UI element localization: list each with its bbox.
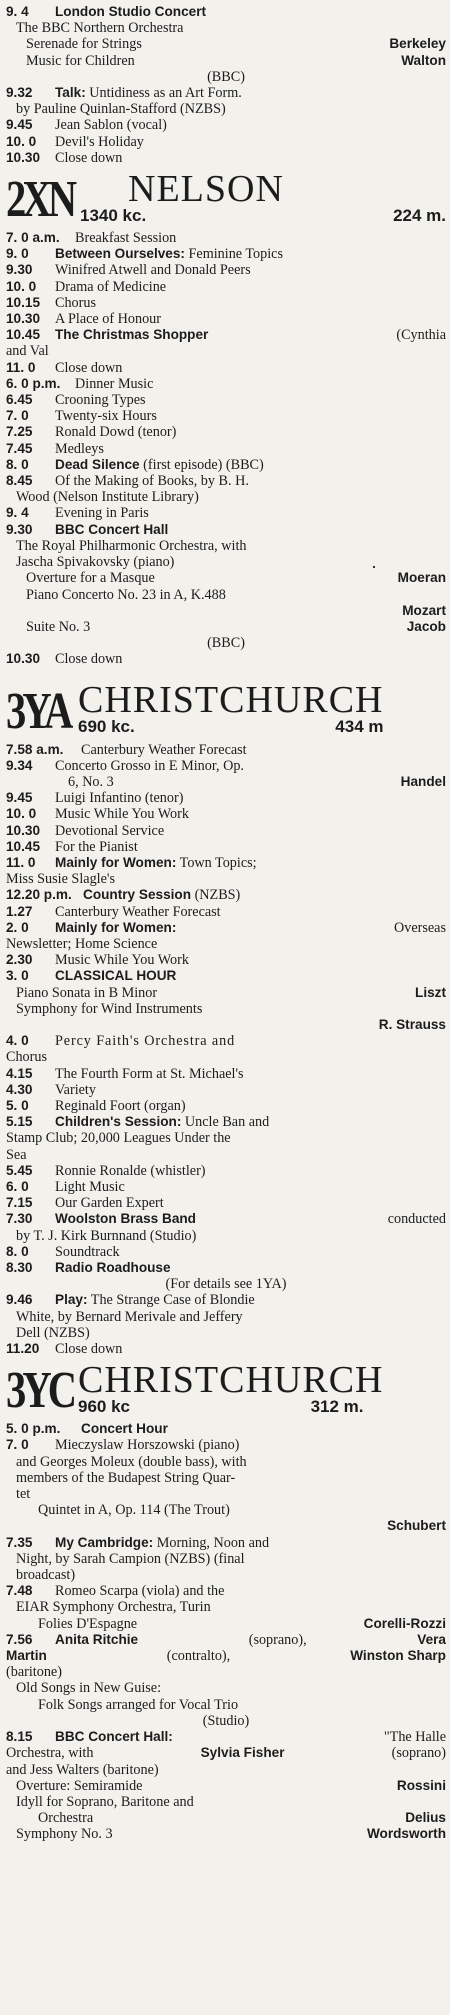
programme-text: A Place of Honour [55, 311, 161, 328]
time: 12.20 p.m. [6, 887, 72, 903]
programme-item [6, 1033, 446, 1049]
programme-title: Concert Hour [81, 1421, 168, 1437]
programme-text: Feminine Topics [188, 246, 284, 263]
programme-detail: Night, by Sarah Campion (NZBS) (final [16, 1550, 245, 1567]
programme-text: "The Halle [383, 1729, 446, 1746]
time: 7. 0 [6, 1437, 29, 1453]
programme-item [6, 1082, 446, 1098]
programme-item [6, 952, 446, 968]
programme-text: Drama of Medicine [55, 278, 167, 295]
programme-detail: and Georges Moleux (double bass), with [16, 1453, 247, 1470]
composer: Moeran [397, 570, 446, 586]
programme-text: Mieczyslaw Horszowski (piano) [55, 1437, 240, 1454]
time: 9.30 [6, 262, 33, 278]
programme-text: Canterbury Weather Forecast [55, 903, 221, 920]
programme-item [6, 1244, 446, 1260]
programme-text: (Cynthia [396, 327, 446, 344]
programme-item [6, 85, 446, 101]
programme-detail: Newsletter; Home Science [6, 935, 158, 952]
programme-detail [6, 1745, 446, 1761]
programme-text: Our Garden Expert [55, 1195, 164, 1212]
programme-item [6, 230, 446, 246]
programme-item [6, 376, 446, 392]
time: 10.30 [6, 651, 41, 667]
time: 3. 0 [6, 968, 29, 984]
time: 11. 0 [6, 854, 36, 870]
programme-text: (soprano), [248, 1631, 307, 1648]
work-title: 6, No. 3 [68, 773, 114, 790]
programme-item [6, 150, 446, 166]
time: 4. 0 [6, 1033, 29, 1049]
programme-text: Light Music [55, 1179, 125, 1195]
programme-title: Between Ourselves: [55, 246, 185, 262]
programme-item [6, 1583, 446, 1599]
time: 10. 0 [6, 133, 37, 149]
programme-item [6, 1114, 446, 1130]
composer: Berkeley [389, 36, 446, 52]
programme-text: Reginald Foort (organ) [55, 1097, 186, 1114]
programme-title: BBC Concert Hall [55, 521, 169, 537]
programme-detail: (For details see 1YA) [165, 1276, 287, 1293]
programme-title: London Studio Concert [55, 4, 207, 19]
time: 5. 0 p.m. [6, 1421, 61, 1437]
station-wavelength: 224 m. [393, 205, 446, 225]
programme-text: Concerto Grosso in E Minor, Op. [55, 757, 244, 774]
station-frequency: 960 kc [78, 1397, 130, 1417]
programme-text: Variety [55, 1081, 96, 1098]
programme-text: (NZBS) [194, 887, 241, 904]
station-section-3ya [6, 679, 446, 1358]
programme-text: Untidiness as an Art Form. [89, 85, 242, 102]
time: 7.35 [6, 1534, 33, 1550]
programme-text: Evening in Paris [55, 505, 149, 522]
composer: Jacob [406, 618, 446, 634]
programme-item [6, 1163, 446, 1179]
station-header [6, 167, 446, 229]
programme-detail: and Val [6, 343, 49, 360]
programme-item [6, 904, 446, 920]
programme-item [6, 920, 446, 936]
work-title: Symphony for Wind Instruments [16, 1000, 203, 1017]
programme-detail: broadcast) [16, 1567, 76, 1584]
time: 8.30 [6, 1260, 33, 1276]
time: 5. 0 [6, 1097, 29, 1113]
station-callsign: 3YA [6, 682, 70, 740]
time: 6. 0 p.m. [6, 375, 61, 391]
programme-detail: The BBC Northern Orchestra [16, 20, 184, 37]
time: 9. 4 [6, 505, 29, 521]
programme-text: Chorus [55, 294, 96, 311]
time: 4.15 [6, 1065, 33, 1081]
composer: Handel [400, 773, 446, 789]
work-title: Folies D'Espagne [38, 1615, 138, 1632]
programme-item [6, 327, 446, 343]
programme-work [6, 619, 446, 635]
time: 1.27 [6, 903, 33, 919]
programme-text: Crooning Types [55, 392, 146, 409]
programme-item [6, 134, 446, 150]
composer: R. Strauss [378, 1016, 446, 1032]
programme-item [6, 1437, 446, 1453]
station-city: CHRISTCHURCH [78, 679, 384, 722]
time: 6. 0 [6, 1179, 29, 1194]
programme-item [6, 262, 446, 278]
time: 7.56 [6, 1631, 33, 1647]
programme-detail: Old Songs in New Guise: [16, 1680, 162, 1697]
station-city: NELSON [128, 167, 284, 210]
station-frequency: 1340 kc. [80, 205, 147, 225]
programme-work [6, 1826, 446, 1842]
programme-text: The Strange Case of Blondie [90, 1292, 255, 1309]
programme-item [6, 968, 446, 984]
time: 11.20 [6, 1341, 40, 1357]
composer: Rossini [396, 1777, 446, 1793]
programme-text: Close down [55, 149, 123, 166]
programme-work [6, 36, 446, 52]
time: 7.58 a.m. [6, 741, 64, 757]
programme-item [6, 806, 446, 822]
time: 10.30 [6, 311, 41, 327]
programme-text: Morning, Noon and [156, 1534, 270, 1551]
programme-detail: White, by Bernard Merivale and Jeffery [16, 1308, 243, 1325]
programme-text: Of the Making of Books, by B. H. [55, 473, 249, 490]
station-frequency: 690 kc. [78, 717, 135, 737]
programme-text: Town Topics; [179, 854, 257, 871]
composer: Schubert [387, 1518, 446, 1534]
programme-text: Luigi Infantino (tenor) [55, 790, 184, 807]
work-title: Quintet in A, Op. 114 (The Trout) [38, 1502, 230, 1519]
time: 10.30 [6, 149, 41, 165]
programme-item [6, 790, 446, 806]
work-title: Orchestra [38, 1810, 94, 1827]
programme-text: Music While You Work [55, 806, 189, 823]
programme-text: The Fourth Form at St. Michael's [55, 1065, 244, 1082]
time: 9.34 [6, 757, 33, 773]
time: 10.45 [6, 327, 41, 343]
work-title: Overture for a Masque [26, 570, 155, 587]
programme-detail: and Jess Walters (baritone) [6, 1761, 159, 1778]
programme-item [6, 522, 446, 538]
programme-item [6, 1098, 446, 1114]
time: 10.30 [6, 822, 41, 838]
performer-name: Martin [6, 1648, 47, 1664]
programme-item [6, 823, 446, 839]
programme-detail: Wood (Nelson Institute Library) [16, 489, 199, 506]
time: 8.45 [6, 473, 33, 489]
composer: Delius [405, 1810, 446, 1826]
programme-item [6, 311, 446, 327]
programme-text: Uncle Ban and [184, 1114, 270, 1131]
programme-item [6, 246, 446, 262]
station-header [6, 679, 446, 740]
programme-work [6, 1616, 446, 1632]
programme-work [6, 985, 446, 1001]
programme-item [6, 1632, 446, 1648]
programme-detail: tet [16, 1486, 31, 1503]
programme-text: Close down [55, 651, 123, 668]
programme-item [6, 887, 446, 903]
programme-detail: members of the Budapest String Quar- [16, 1469, 236, 1486]
programme-item [6, 505, 446, 521]
programme-text: Winifred Atwell and Donald Peers [55, 262, 251, 279]
programme-detail: Chorus [6, 1049, 47, 1066]
composer: Mozart [402, 602, 446, 618]
programme-title: Mainly for Women: [55, 854, 177, 870]
station-header [6, 1359, 446, 1420]
programme-item [6, 1195, 446, 1211]
programme-title: Radio Roadhouse [55, 1260, 171, 1276]
time: 7.30 [6, 1211, 33, 1227]
programme-item [6, 424, 446, 440]
work-title: Piano Sonata in B Minor [16, 984, 158, 1001]
time: 7.25 [6, 424, 33, 440]
programme-work [6, 1810, 446, 1826]
programme-text: Romeo Scarpa (viola) and the [55, 1583, 225, 1600]
programme-detail: (baritone) [6, 1664, 62, 1681]
programme-text: Close down [55, 1341, 123, 1358]
performer-name: Anita Ritchie [55, 1631, 139, 1647]
programme-title: Country Session [83, 887, 192, 903]
time: 10. 0 [6, 806, 37, 822]
programme-text: Twenty-six Hours [55, 408, 157, 425]
programme-work [6, 570, 446, 586]
programme-item [6, 1211, 446, 1227]
programme-item [6, 117, 446, 133]
time: 9.30 [6, 521, 33, 537]
programme-item [6, 758, 446, 774]
work-title: Suite No. 3 [26, 618, 91, 635]
programme-detail: Stamp Club; 20,000 Leagues Under the [6, 1130, 231, 1147]
time: 9.45 [6, 790, 33, 806]
programme-work [6, 53, 446, 69]
programme-item [6, 360, 446, 376]
programme-title: Dead Silence [55, 456, 140, 472]
programme-item [6, 1421, 446, 1437]
programme-title: CLASSICAL HOUR [55, 968, 177, 984]
time: 7.15 [6, 1195, 33, 1211]
composer: Corelli-Rozzi [363, 1615, 446, 1631]
programme-title: Talk: [55, 85, 86, 101]
programme-item [6, 1292, 446, 1308]
programme-item [6, 4, 446, 20]
time: 9. 4 [6, 4, 29, 19]
work-title: Serenade for Strings [26, 36, 142, 53]
time: 9.32 [6, 85, 33, 101]
programme-text: Overseas [394, 919, 446, 936]
programme-item [6, 1729, 446, 1745]
programme-title: BBC Concert Hall: [55, 1729, 173, 1745]
time: 9.46 [6, 1292, 33, 1308]
programme-title: My Cambridge: [55, 1534, 154, 1550]
programme-detail: Dell (NZBS) [16, 1324, 90, 1341]
programme-text: Dinner Music [75, 375, 154, 392]
time: 8.15 [6, 1729, 33, 1745]
programme-item [6, 457, 446, 473]
programme-text: Orchestra, with [6, 1745, 94, 1762]
source-credit: (BBC) [207, 68, 245, 85]
programme-item [6, 408, 446, 424]
time: 11. 0 [6, 359, 36, 375]
time: 10. 0 [6, 278, 37, 294]
programme-title: Play: [55, 1292, 88, 1308]
time: 5.15 [6, 1114, 33, 1130]
programme-text: Devotional Service [55, 822, 165, 839]
station-wavelength: 312 m. [310, 1397, 364, 1417]
programme-title: Children's Session: [55, 1114, 182, 1130]
composer: Wordsworth [366, 1826, 446, 1842]
station-section-2xn [6, 167, 446, 668]
programme-text: For the Pianist [55, 838, 138, 855]
programme-detail: The Royal Philharmonic Orchestra, with [16, 537, 247, 554]
programme-work [6, 1778, 446, 1794]
time: 7.45 [6, 440, 33, 456]
programme-item [6, 473, 446, 489]
station-section-3yc [6, 1361, 446, 1842]
programme-item [6, 651, 446, 667]
work-title: Symphony No. 3 [16, 1826, 113, 1843]
programme-item [6, 1066, 446, 1082]
time: 4.30 [6, 1081, 33, 1097]
composer: Liszt [415, 984, 446, 1000]
programme-text: Jean Sablon (vocal) [55, 117, 167, 134]
time: 8. 0 [6, 1243, 29, 1259]
programme-detail: Miss Susie Slagle's [6, 871, 115, 888]
programme-text: (first episode) (BBC) [143, 456, 264, 473]
programme-work [6, 774, 446, 790]
programme-item [6, 1260, 446, 1276]
time: 10.15 [6, 294, 41, 310]
time: 5.45 [6, 1162, 33, 1178]
station-callsign: 2XN [6, 171, 74, 229]
programme-text: Canterbury Weather Forecast [81, 741, 247, 758]
programme-text: Breakfast Session [75, 230, 177, 247]
time: 7. 0 a.m. [6, 230, 60, 246]
time: 7.48 [6, 1583, 33, 1599]
programme-item [6, 392, 446, 408]
programme-text: (contralto), [166, 1648, 231, 1665]
time: 9. 0 [6, 246, 29, 262]
time: 2.30 [6, 952, 33, 968]
time: 10.45 [6, 838, 41, 854]
programme-text: Percy Faith's Orchestra and [55, 1033, 236, 1050]
programme-item [6, 295, 446, 311]
programme-detail: by Pauline Quinlan-Stafford (NZBS) [16, 101, 226, 118]
programme-text: Soundtrack [55, 1243, 120, 1260]
programme-item [6, 441, 446, 457]
time: 2. 0 [6, 919, 29, 935]
programme-title: Mainly for Women: [55, 919, 177, 935]
print-speck [373, 566, 375, 568]
programme-text: Ronnie Ronalde (whistler) [55, 1162, 206, 1179]
work-title: Music for Children [26, 52, 135, 69]
programme-item [6, 1535, 446, 1551]
work-title: Folk Songs arranged for Vocal Trio [38, 1696, 239, 1713]
programme-item [6, 1179, 446, 1195]
programme-detail: by T. J. Kirk Burnnand (Studio) [16, 1227, 197, 1244]
programme-text: Medleys [55, 440, 104, 457]
programme-item [6, 742, 446, 758]
composer: Walton [401, 52, 446, 68]
programme-detail: EIAR Symphony Orchestra, Turin [16, 1599, 211, 1616]
programme-text: Close down [55, 359, 123, 376]
programme-title: Woolston Brass Band [55, 1211, 196, 1227]
work-title: Overture: Semiramide [16, 1777, 143, 1794]
performer-name: Vera [417, 1631, 446, 1647]
programme-text: conducted [387, 1211, 446, 1228]
work-title: Piano Concerto No. 23 in A, K.488 [26, 586, 226, 603]
programme-detail [6, 1648, 446, 1664]
programme-section-continued [6, 4, 446, 166]
station-callsign: 3YC [6, 1362, 74, 1420]
time: 9.45 [6, 117, 33, 133]
programme-text: Music While You Work [55, 952, 189, 969]
programme-text: Devil's Holiday [55, 133, 144, 150]
programme-item [6, 839, 446, 855]
programme-item [6, 279, 446, 295]
performer-name: Sylvia Fisher [200, 1745, 285, 1761]
source-credit: (Studio) [202, 1712, 250, 1729]
station-city: CHRISTCHURCH [78, 1359, 384, 1402]
performer-name: Winston Sharp [350, 1648, 446, 1664]
programme-text: (soprano) [391, 1745, 446, 1762]
work-title: Idyll for Soprano, Baritone and [16, 1793, 194, 1810]
programme-item [6, 1341, 446, 1357]
programme-detail: Sea [6, 1146, 27, 1163]
programme-title: The Christmas Shopper [55, 327, 209, 343]
programme-text: Ronald Dowd (tenor) [55, 424, 177, 441]
source-credit: (BBC) [207, 635, 245, 652]
station-wavelength: 434 m [335, 717, 384, 737]
time: 7. 0 [6, 408, 29, 424]
time: 6.45 [6, 392, 33, 408]
time: 8. 0 [6, 456, 29, 472]
programme-detail: Jascha Spivakovsky (piano) [16, 554, 175, 571]
programme-item [6, 855, 446, 871]
